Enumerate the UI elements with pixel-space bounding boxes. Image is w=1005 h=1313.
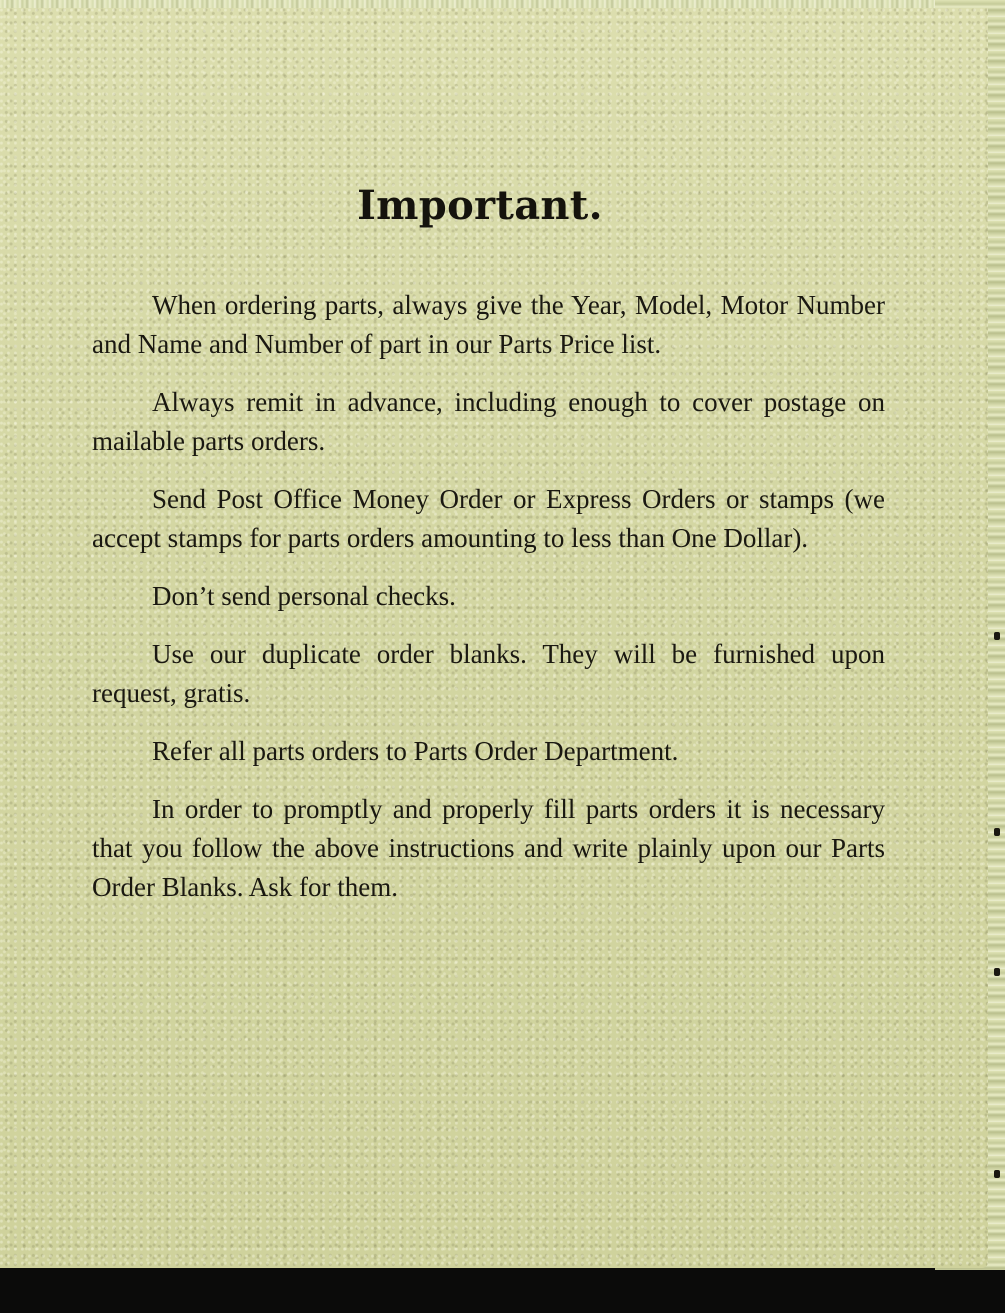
page-edge-mark [994,1170,1000,1178]
page-edge-mark [994,968,1000,976]
paragraph-duplicate-order-blanks: Use our duplicate order blanks. They will be furnished upon request, gratis. [92,639,885,708]
page-edge-mark [994,828,1000,836]
paragraph-no-personal-checks: Don’t send personal checks. [152,581,456,611]
paragraph-follow-instructions: In order to promptly and properly fill parts orders it is necessary that you follow the above instructions and write plainly upon our Parts Order Blanks. Ask for them. [92,794,885,902]
paragraph-payment-methods: Send Post Office Money Order or Express Orders or stamps (we accept stamps for parts orders amounting to less than One Dollar). [92,484,885,553]
instructions-body [92,286,885,926]
page-edge-mark [994,632,1000,640]
paragraph-parts-order-department: Refer all parts orders to Parts Order Department. [152,736,679,766]
paragraph-ordering-parts: When ordering parts, always give the Year, Model, Motor Number and Name and Number of part in our Parts Price list. [92,290,885,359]
paragraph-remit-in-advance: Always remit in advance, including enough to cover postage on mailable parts orders. [92,387,885,456]
page-title: Important. [357,182,603,229]
